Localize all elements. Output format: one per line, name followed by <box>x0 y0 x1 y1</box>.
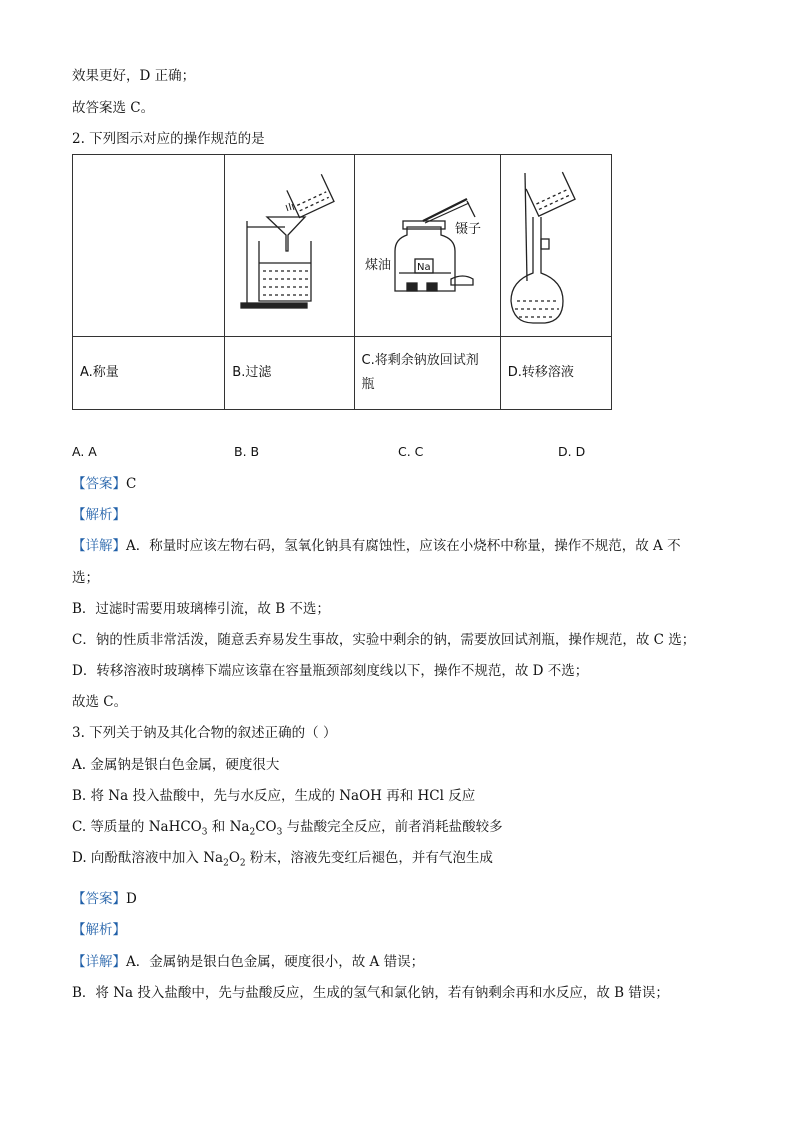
label-c-line1: C.将剩余钠放回试剂 <box>361 353 479 368</box>
subscript: 3 <box>201 827 208 838</box>
analysis-label: 【解析】 <box>72 507 126 523</box>
label-d: D.转移溶液 <box>500 337 611 410</box>
text: 和 Na <box>207 819 250 835</box>
label-c-line2: 瓶 <box>361 377 375 392</box>
label-b: B.过滤 <box>225 337 354 410</box>
subscript: 2 <box>223 858 229 869</box>
sodium-bottle-drawing <box>355 155 500 332</box>
text: 与盐酸完全反应，前者消耗盐酸较多 <box>282 819 503 835</box>
text-line: 故答案选 C。 <box>72 100 155 116</box>
answer-line-q3 <box>72 889 137 909</box>
figure-c-sodium-bottle <box>354 155 500 337</box>
detail-line-q3-a <box>72 952 424 972</box>
figure-a-balance <box>73 155 225 337</box>
detail-line: B．过滤时需要用玻璃棒引流，故 B 不选； <box>72 601 330 617</box>
analysis-label: 【解析】 <box>72 922 126 938</box>
text: CO <box>255 819 277 835</box>
filtration-apparatus-drawing <box>225 155 353 332</box>
answer-value: D <box>126 891 137 907</box>
detail-line: C．钠的性质非常活泼，随意丢弃易发生事故，实验中剩余的钠，需要放回试剂瓶，操作规范，故 C 选； <box>72 632 696 648</box>
question-2-stem: 2. 下列图示对应的操作规范的是 <box>72 131 265 147</box>
question-3-option-a: A. 金属钠是银白色金属，硬度很大 <box>72 757 280 773</box>
option-c: C. C <box>398 444 424 459</box>
figure-d-volumetric-flask <box>500 155 611 337</box>
subscript: 2 <box>249 827 256 838</box>
label-a: A.称量 <box>73 337 225 410</box>
figure-b-filtration <box>225 155 354 337</box>
detail-line: D．转移溶液时玻璃棒下端应该靠在容量瓶颈部刻度线以下，操作不规范，故 D 不选； <box>72 663 589 679</box>
detail-line-q3-b: B．将 Na 投入盐酸中，先与盐酸反应，生成的氢气和氯化钠，若有钠剩余再和水反应，故 B 错误； <box>72 985 669 1001</box>
detail-text: A．称量时应该左物右码，氢氧化钠具有腐蚀性，应该在小烧杯中称量，操作不规范，故 A 不 <box>126 538 681 554</box>
option-d: D. D <box>558 444 586 459</box>
answer-label: 【答案】 <box>72 476 126 492</box>
text: C. 等质量的 NaHCO <box>72 819 202 835</box>
question-3-option-c <box>72 817 503 843</box>
detail-line: 故选 C。 <box>72 694 128 710</box>
detail-line-a <box>72 536 681 556</box>
option-a: A. A <box>72 444 97 459</box>
tweezers-label: 镊子 <box>454 222 481 237</box>
subscript: 2 <box>239 858 246 869</box>
detail-line: 选； <box>72 570 99 586</box>
detail-text: A．金属钠是银白色金属，硬度很小，故 A 错误； <box>126 954 425 970</box>
text: D. 向酚酞溶液中加入 Na <box>72 850 224 866</box>
subscript: 3 <box>276 827 283 838</box>
label-c <box>354 337 500 410</box>
text-line: 效果更好，D 正确； <box>72 68 196 84</box>
answer-value: C <box>126 476 137 492</box>
question-2-figure-table <box>72 154 612 410</box>
detail-label: 【详解】 <box>72 954 126 970</box>
volumetric-flask-drawing <box>501 155 611 332</box>
answer-label: 【答案】 <box>72 891 126 907</box>
sodium-label: Na <box>416 262 431 273</box>
option-b: B. B <box>234 444 260 459</box>
text: 粉末，溶液先变红后褪色，并有气泡生成 <box>245 850 493 866</box>
question-3-stem: 3. 下列关于钠及其化合物的叙述正确的（ ） <box>72 725 337 741</box>
detail-label: 【详解】 <box>72 538 126 554</box>
answer-line-q2 <box>72 474 136 494</box>
question-3-option-b: B. 将 Na 投入盐酸中，先与水反应，生成的 NaOH 再和 HCl 反应 <box>72 788 476 804</box>
text: O <box>228 850 240 866</box>
question-3-option-d <box>72 848 493 874</box>
kerosene-label: 煤油 <box>364 258 391 273</box>
